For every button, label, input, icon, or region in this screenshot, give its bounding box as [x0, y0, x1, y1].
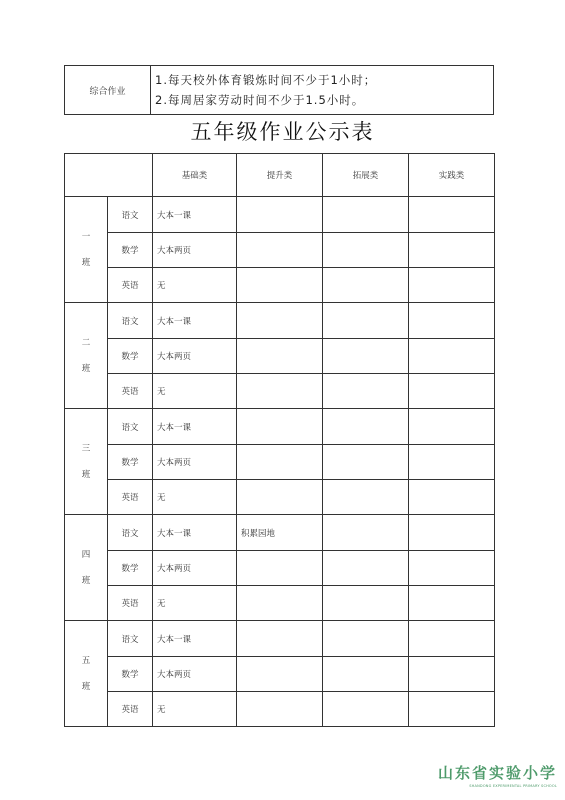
table-row	[65, 233, 495, 268]
homework-cell	[409, 657, 495, 692]
homework-cell	[409, 480, 495, 515]
header-blank-cell	[65, 154, 153, 197]
homework-cell	[323, 515, 409, 551]
class-name-cell	[65, 197, 108, 303]
subject-cell: 英语	[108, 480, 153, 515]
table-row	[65, 268, 495, 303]
homework-cell: 无	[153, 586, 237, 621]
homework-cell: 大本两页	[153, 233, 237, 268]
homework-cell	[323, 374, 409, 409]
homework-cell	[323, 692, 409, 727]
homework-cell	[409, 233, 495, 268]
homework-cell	[409, 268, 495, 303]
homework-cell	[323, 551, 409, 586]
subject-cell: 英语	[108, 692, 153, 727]
homework-cell	[237, 303, 323, 339]
homework-cell	[409, 692, 495, 727]
homework-cell	[237, 480, 323, 515]
school-logo-name: 山东省实验小学	[437, 764, 557, 782]
class-name-char: 四	[81, 549, 91, 560]
homework-cell	[237, 692, 323, 727]
homework-cell: 大本一课	[153, 515, 237, 551]
homework-schedule-table	[64, 153, 495, 727]
homework-cell	[237, 409, 323, 445]
class-name-char: 班	[81, 681, 91, 692]
homework-cell	[323, 657, 409, 692]
homework-cell: 无	[153, 268, 237, 303]
header-advanced: 提升类	[237, 154, 323, 197]
subject-cell: 语文	[108, 303, 153, 339]
class-name-char: 班	[81, 469, 91, 480]
class-name-cell	[65, 515, 108, 621]
homework-cell	[237, 621, 323, 657]
homework-cell	[323, 233, 409, 268]
subject-cell: 英语	[108, 268, 153, 303]
homework-cell	[323, 480, 409, 515]
homework-cell: 大本两页	[153, 339, 237, 374]
table-row	[65, 551, 495, 586]
homework-cell	[323, 339, 409, 374]
homework-cell	[237, 445, 323, 480]
homework-cell	[409, 586, 495, 621]
homework-cell	[409, 197, 495, 233]
subject-cell: 数学	[108, 551, 153, 586]
table-row	[65, 409, 495, 445]
homework-cell: 无	[153, 480, 237, 515]
homework-cell	[323, 445, 409, 480]
homework-cell	[409, 303, 495, 339]
homework-cell	[237, 374, 323, 409]
homework-cell	[323, 621, 409, 657]
homework-table-body	[65, 154, 495, 727]
homework-cell: 大本两页	[153, 551, 237, 586]
homework-cell	[237, 339, 323, 374]
homework-cell: 大本一课	[153, 197, 237, 233]
subject-cell: 语文	[108, 409, 153, 445]
homework-cell	[323, 409, 409, 445]
subject-cell: 语文	[108, 515, 153, 551]
comprehensive-homework-table	[64, 65, 494, 115]
homework-cell	[409, 374, 495, 409]
homework-cell	[323, 197, 409, 233]
table-row	[65, 692, 495, 727]
table-row	[65, 339, 495, 374]
homework-cell	[323, 586, 409, 621]
homework-cell	[409, 551, 495, 586]
header-extension: 拓展类	[323, 154, 409, 197]
class-name-cell	[65, 303, 108, 409]
homework-cell	[237, 586, 323, 621]
table-header-row	[65, 154, 495, 197]
class-name-char: 班	[81, 257, 91, 268]
school-logo	[438, 762, 557, 788]
class-name-char: 三	[81, 443, 91, 454]
table-row	[65, 374, 495, 409]
header-practice: 实践类	[409, 154, 495, 197]
homework-cell	[409, 339, 495, 374]
homework-cell: 积累园地	[237, 515, 323, 551]
homework-cell: 大本两页	[153, 657, 237, 692]
homework-cell: 无	[153, 374, 237, 409]
comprehensive-homework-label: 综合作业	[65, 66, 151, 115]
subject-cell: 语文	[108, 197, 153, 233]
homework-cell	[409, 445, 495, 480]
table-row	[65, 445, 495, 480]
homework-cell	[409, 621, 495, 657]
homework-cell	[237, 233, 323, 268]
page-title: 五年级作业公示表	[190, 120, 375, 144]
table-row	[65, 586, 495, 621]
homework-cell	[409, 515, 495, 551]
homework-cell	[409, 409, 495, 445]
homework-cell: 大本一课	[153, 409, 237, 445]
subject-cell: 数学	[108, 657, 153, 692]
class-name-cell	[65, 409, 108, 515]
subject-cell: 语文	[108, 621, 153, 657]
class-name-char: 班	[81, 363, 91, 374]
homework-line-1: 1.每天校外体育锻炼时间不少于1小时；	[155, 73, 377, 87]
class-name-char: 一	[81, 231, 91, 242]
homework-cell: 大本一课	[153, 621, 237, 657]
subject-cell: 数学	[108, 339, 153, 374]
table-row	[65, 480, 495, 515]
homework-cell: 大本两页	[153, 445, 237, 480]
header-basic: 基础类	[153, 154, 237, 197]
homework-cell: 大本一课	[153, 303, 237, 339]
homework-cell	[237, 657, 323, 692]
homework-cell	[323, 303, 409, 339]
class-name-char: 班	[81, 575, 91, 586]
subject-cell: 英语	[108, 586, 153, 621]
homework-cell: 无	[153, 692, 237, 727]
class-name-char: 五	[81, 655, 91, 666]
homework-cell	[323, 268, 409, 303]
subject-cell: 数学	[108, 445, 153, 480]
homework-cell	[237, 197, 323, 233]
subject-cell: 英语	[108, 374, 153, 409]
comprehensive-homework-content	[151, 66, 494, 115]
school-logo-english-name: SHANDONG EXPERIMENTAL PRIMARY SCHOOL	[469, 784, 557, 788]
homework-cell	[237, 551, 323, 586]
homework-line-2: 2.每周居家劳动时间不少于1.5小时。	[155, 93, 365, 107]
class-name-cell	[65, 621, 108, 727]
table-row	[65, 197, 495, 233]
subject-cell: 数学	[108, 233, 153, 268]
table-row	[65, 515, 495, 551]
homework-cell	[237, 268, 323, 303]
class-name-char: 二	[81, 337, 91, 348]
table-row	[65, 303, 495, 339]
table-row	[65, 621, 495, 657]
table-row	[65, 657, 495, 692]
